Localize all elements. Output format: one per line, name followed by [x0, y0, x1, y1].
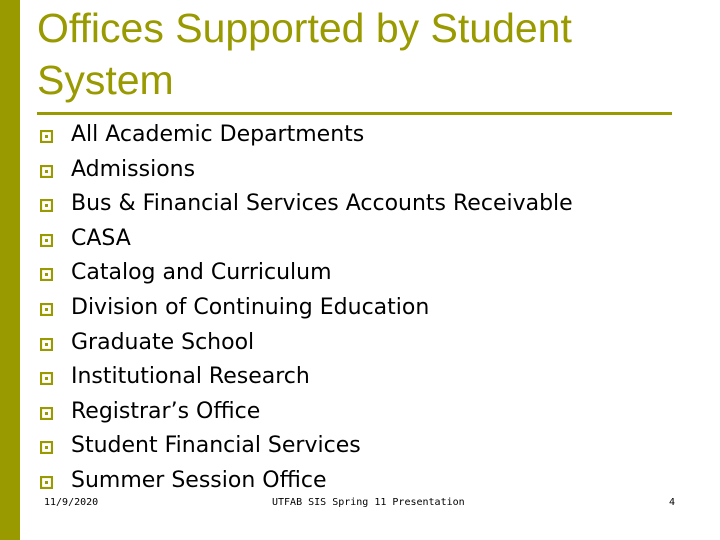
square-bullet-icon: [40, 234, 53, 247]
bullet-text: Bus & Financial Services Accounts Receivable: [71, 191, 573, 217]
sidebar-accent-bar: [0, 0, 20, 540]
footer-page-number: 4: [669, 497, 676, 508]
slide-title: Offices Supported by Student System: [37, 5, 572, 103]
square-bullet-icon: [40, 338, 53, 351]
square-bullet-icon: [40, 441, 53, 454]
square-bullet-icon: [40, 268, 53, 281]
bullet-text: All Academic Departments: [71, 122, 365, 147]
square-bullet-icon: [40, 165, 53, 178]
square-bullet-icon: [40, 130, 53, 143]
square-bullet-icon: [40, 407, 53, 420]
bullet-text: Catalog and Curriculum: [71, 260, 332, 286]
square-bullet-icon: [40, 476, 53, 489]
bullet-text: Student Financial Services: [71, 433, 361, 459]
footer-presentation-title: UTFAB SIS Spring 11 Presentation: [272, 497, 465, 508]
bullet-text: Registrar’s Office: [71, 398, 261, 424]
bullet-text: Division of Continuing Education: [71, 294, 430, 320]
bullet-text: Institutional Research: [71, 364, 310, 390]
bullet-text: CASA: [71, 225, 131, 251]
square-bullet-icon: [40, 372, 53, 385]
footer-date: 11/9/2020: [44, 497, 99, 508]
bullet-text: Graduate School: [71, 329, 255, 355]
square-bullet-icon: [40, 303, 53, 316]
title-underline: [37, 112, 672, 115]
bullet-text: Summer Session Office: [71, 467, 327, 493]
bullet-text: Admissions: [71, 156, 196, 182]
square-bullet-icon: [40, 199, 53, 212]
